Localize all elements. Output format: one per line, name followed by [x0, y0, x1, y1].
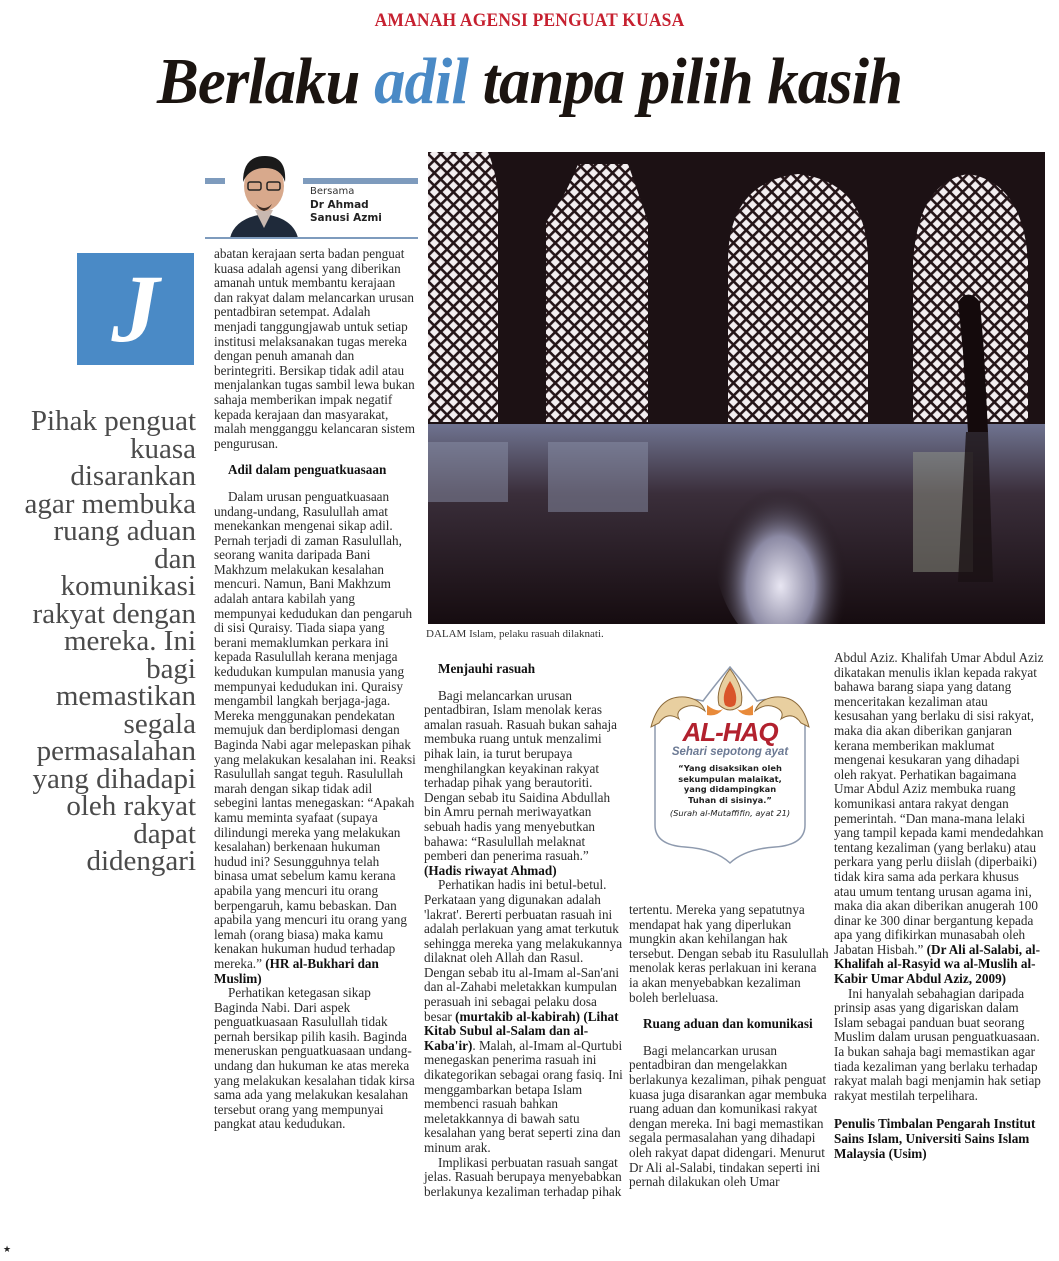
al-haq-subtitle: Sehari sepotong ayat	[671, 746, 789, 758]
paragraph	[424, 878, 624, 1155]
paragraph-text: Bagi melancarkan urusan pentadbiran, Islam menolak keras amalan rasuah. Rasuah bukan sahaja membuka ruang untuk menzalimi pihak lain, ia turut berupaya menghilangkan keyakinan rakyat terhadap pihak yang berautoriti. Dengan sebab itu Saidina Abdullah bin Amru pernah meriwayatkan sebuah hadis yang menyebutkan bahawa: “Rasulullah melaknat pemberi dan penerima rasuah.”	[424, 687, 617, 864]
author-box	[205, 148, 418, 240]
drop-cap: J	[77, 253, 194, 365]
paragraph-text: Abdul Aziz. Khalifah Umar Abdul Aziz dikatakan menulis iklan kepada rakyat bahawa barang siapa yang datang menceritakan kezaliman atau kesusahan yang berlaku di sisi rakyat, maka dia akan diberikan ganjaran kerana memberikan maklumat mengenai kesukaran yang dihadapi oleh rakyat. Perhatikan bagaimana Umar Abdul Aziz membuka ruang komunikasi antara rakyat dengan pemerintah. “Dan mana-mana lelaki yang tampil kepada kami mendedahkan tentang kezaliman (yang berlaku) atau perkara yang perlu diislah (diperbaiki) tidak kira sama ada perkara khusus atau umum tentang urusan agama ini, maka dia akan diberikan anugerah 100 dinar ke 300 dinar bergantung kepada apa yang difikirkan munasabah oleh Jabatan Hisbah.”	[834, 650, 1044, 957]
photo-caption: DALAM Islam, pelaku rasuah dilaknati.	[426, 628, 604, 640]
paragraph: Perhatikan ketegasan sikap Baginda Nabi. Dari aspek penguatkuasaan Rasulullah tidak pernah bersikap pilih kasih. Baginda meneruskan penguatkuasaan undang-undang dan hukuman ke atas mereka yang melakukan kesalahan tidak kirsa sama ada yang melakukan kesalahan tersebut orang yang mempunyai pangkat atau kedudukan.	[214, 985, 415, 1132]
al-haq-reference: (Surah al-Mutaffifin, ayat 21)	[669, 808, 791, 818]
author-byline: Penulis Timbalan Pengarah Institut Sains Islam, Universiti Sains Islam Malaysia (Usim)	[834, 1116, 1036, 1161]
article-column-4	[834, 651, 1044, 1161]
citation: (Hadis riwayat Ahmad)	[424, 862, 557, 878]
author-bar-bottom	[205, 237, 418, 239]
author-name-line-1: Dr Ahmad	[310, 199, 369, 211]
author-label: Bersama	[310, 186, 355, 197]
pull-quote: Pihak penguat kuasa disarankan agar membuka ruang aduan dan komunikasi rakyat dengan mereka. Ini bagi memastikan segala permasalahan yang dihadapi oleh rakyat dapat didengari	[24, 405, 196, 877]
citation: (murtakib al-kabirah) (Lihat Kitab Subul al-Salam dan al-Kaba'ir)	[424, 1008, 619, 1053]
headline-part-1: Berlaku	[156, 45, 375, 118]
paragraph: tertentu. Mereka yang sepatutnya mendapat hak yang diperlukan mungkin akan kehilangan hak tersebut. Dengan sebab itu Rasulullah menolak keras perlakuan ini kerana ia akan menyebabkan kezaliman boleh berleluasa.	[629, 902, 829, 1005]
subheading-adil: Adil dalam penguatkuasaan	[228, 462, 387, 478]
article-photo	[428, 152, 1045, 624]
headline-part-2: tanpa pilih kasih	[467, 45, 903, 118]
paragraph	[834, 651, 1044, 987]
article-column-3	[629, 903, 829, 1190]
al-haq-quote: “Yang disaksikan oleh sekumpulan malaikat, yang didampingkan Tuhan di sisinya.”	[678, 763, 782, 805]
paragraph: Ini hanyalah sebahagian daripada prinsip asas yang digariskan dalam Islam sebagai panduan buat seorang Muslim dalam urusan penguatkuasaan. Ia bukan sahaja bagi memastikan agar tiada kezaliman yang berlaku terhadap rakyat malah bagi menjamin hak setiap rakyat mestilah terpelihara.	[834, 985, 1041, 1103]
paragraph	[424, 689, 624, 879]
star-icon: ★	[3, 1245, 12, 1255]
article-column-2	[424, 662, 624, 1199]
paragraph: Implikasi perbuatan rasuah sangat jelas. Rasuah berupaya menyebabkan berlakunya kezaliman terhadap pihak	[424, 1154, 622, 1199]
headline	[26, 42, 1032, 122]
paragraph-text: Dalam urusan penguatkuasaan undang-undang, Rasulullah amat menekankan mengenai sikap adil. Pernah terjadi di zaman Rasulullah, seorang wanita daripada Bani Makhzum melakukan kesalahan mencuri. Namun, Bani Makhzum adalah antara kabilah yang mempunyai kedudukan dan pengaruh di sisi Quraisy. Tiada siapa yang berani memaklumkan perkara ini kepada Rasulullah kerana menjaga kedudukan kumpulan manusia yang mempunyai kedudukan ini. Quraisy mengambil langkah berjaga-jaga. Mereka menggunakan pendekatan memujuk dan berdiplomasi dengan Baginda Nabi agar melepaskan pihak yang melakukan kesalahan ini. Reaksi Rasulullah sangat teguh. Rasulullah marah dengan sikap tidak adil sebegini lantas menegaskan: “Apakah kamu meminta syafaat (supaya dilindungi mereka yang melakukan kesalahan) berkenaan hukuman hudud ini? Sesungguhnya telah binasa umat sebelum kamu kerana apabila yang mencuri itu orang berpengaruh, kamu bebaskan. Dan apabila yang mencuri itu orang yang lemah (orang biasa) maka kamu kenakan hukuman hudud terhadap mereka.”	[214, 488, 416, 971]
section-kicker: AMANAH AGENSI PENGUAT KUASA	[374, 10, 685, 31]
headline-accent-word: adil	[374, 45, 468, 118]
intro-paragraph: abatan kerajaan serta badan penguat kuasa adalah agensi yang diberikan amanah untuk membantu kerajaan dan rakyat dalam melancarkan urusan pentadbiran setempat. Adalah menjadi tanggungjawab untuk setiap institusi melaksanakan tugas mereka dengan penuh amanah dan berintegriti. Bersikap tidak adil atau menjalankan tugas sambil lewa bukan sahaja memberikan impak negatif kepada kerajaan dan masyarakat, malah mengganggu kelancaran sistem pengurusan.	[214, 246, 416, 451]
author-name	[310, 199, 382, 225]
paragraph: Bagi melancarkan urusan pentadbiran dan mengelakkan berlakunya kezaliman, pihak penguat kuasa juga disarankan agar membuka ruang aduan dan komunikasi rakyat dengan mereka. Ini bagi memastikan segala permasalahan yang dihadapi oleh rakyat dapat didengari. Menurut Dr Ali al-Salabi, tindakan seperti ini pernah dilakukan oleh Umar	[629, 1042, 827, 1190]
author-photo	[225, 148, 303, 238]
article-column-1	[214, 247, 416, 1132]
citation: (HR al-Bukhari dan Muslim)	[214, 955, 379, 986]
al-haq-title: AL-HAQ	[682, 717, 778, 747]
paragraph-text: . Malah, al-Imam al-Qurtubi menegaskan penerima rasuah ini dikategorikan sebagai orang fasiq. Ini menggambarkan betapa Islam membenci rasuah bahkan meletakkannya di bawah satu kesalahan yang berat seperti zina dan minum arak.	[424, 1037, 623, 1155]
paragraph	[214, 490, 416, 986]
subheading-rasuah: Menjauhi rasuah	[438, 661, 536, 676]
mosque-lattice-image	[428, 152, 1045, 624]
al-haq-box	[645, 665, 815, 865]
subheading-ruang-aduan: Ruang aduan dan komunikasi	[643, 1016, 813, 1032]
citation: (Dr Ali al-Salabi, al-Khalifah al-Rasyid wa al-Muslih al-Kabir Umar Abdul Aziz, 2009)	[834, 941, 1040, 987]
paragraph-text: Perhatikan hadis ini betul-betul. Perkataan yang digunakan adalah 'lakrat'. Bererti perbuatan rasuah ini adalah perlakuan yang amat terkutuk sehingga mereka yang melakukannya dilaknat oleh Allah dan Rasul. Dengan sebab itu al-Imam al-San'ani dan al-Zahabi meletakkan kumpulan perasuah ini sebagai pelaku dosa besar	[424, 877, 623, 1024]
author-name-line-2: Sanusi Azmi	[310, 212, 382, 224]
